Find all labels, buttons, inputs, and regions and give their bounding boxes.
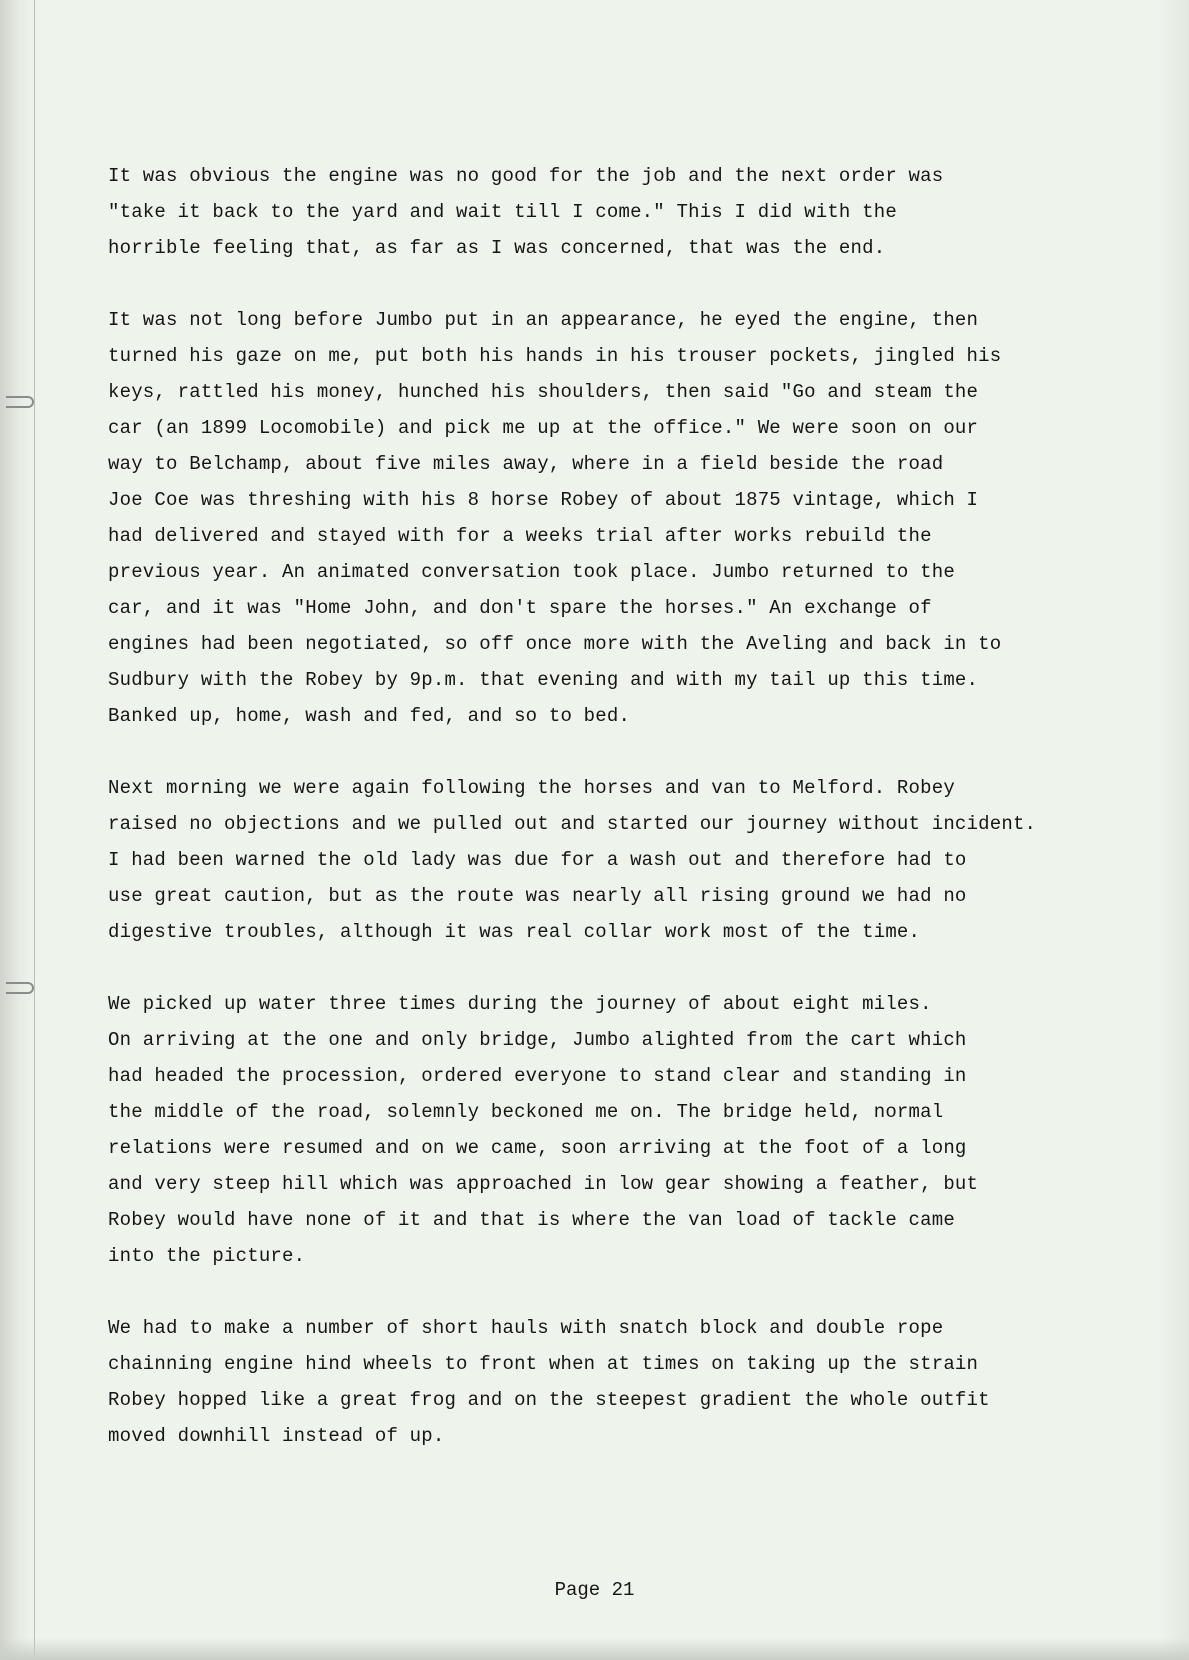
- staple-mark: [6, 982, 34, 994]
- paragraph: It was obvious the engine was no good for the job and the next order was "take it back to the yard and wait till I come." This I did with the horrible feeling that, as far as I was concerned, that was the end.: [108, 165, 944, 259]
- binding-edge: [0, 0, 35, 1660]
- page-bottom-shadow: [0, 1638, 1189, 1660]
- body-text: [108, 158, 1108, 1490]
- paragraph: Next morning we were again following the horses and van to Melford. Robey raised no objections and we pulled out and started our journey without incident. I had been warned the old lady was due for a wash out and therefore had to use great caution, but as the route was nearly all rising ground we had no digestive troubles, although it was real collar work most of the time.: [108, 777, 1037, 943]
- paragraph: We picked up water three times during the journey of about eight miles. On arriving at the one and only bridge, Jumbo alighted from the cart which had headed the procession, ordered everyone to stand clear and standing in the middle of the road, solemnly beckoned me on. The bridge held, normal relations were resumed and on we came, soon arriving at the foot of a long and very steep hill which was approached in low gear showing a feather, but Robey would have none of it and that is where the van load of tackle came into the picture.: [108, 993, 979, 1267]
- staple-mark: [6, 396, 34, 408]
- page-edge-shadow: [1161, 0, 1189, 1660]
- paragraph: We had to make a number of short hauls with snatch block and double rope chainning engine hind wheels to front when at times on taking up the strain Robey hopped like a great frog and on the steepest gradient the whole outfit moved downhill instead of up.: [108, 1317, 990, 1447]
- paragraph: It was not long before Jumbo put in an appearance, he eyed the engine, then turned his gaze on me, put both his hands in his trouser pockets, jingled his keys, rattled his money, hunched his shoulders, then said "Go and steam the car (an 1899 Locomobile) and pick me up at the office." We were soon on our way to Belchamp, about five miles away, where in a field beside the road Joe Coe was threshing with his 8 horse Robey of about 1875 vintage, which I had delivered and stayed with for a weeks trial after works rebuild the previous year. An animated conversation took place. Jumbo returned to the car, and it was "Home John, and don't spare the horses." An exchange of engines had been negotiated, so off once more with the Aveling and back in to Sudbury with the Robey by 9p.m. that evening and with my tail up this time. Banked up, home, wash and fed, and so to bed.: [108, 309, 1002, 727]
- page-number: Page 21: [554, 1579, 635, 1601]
